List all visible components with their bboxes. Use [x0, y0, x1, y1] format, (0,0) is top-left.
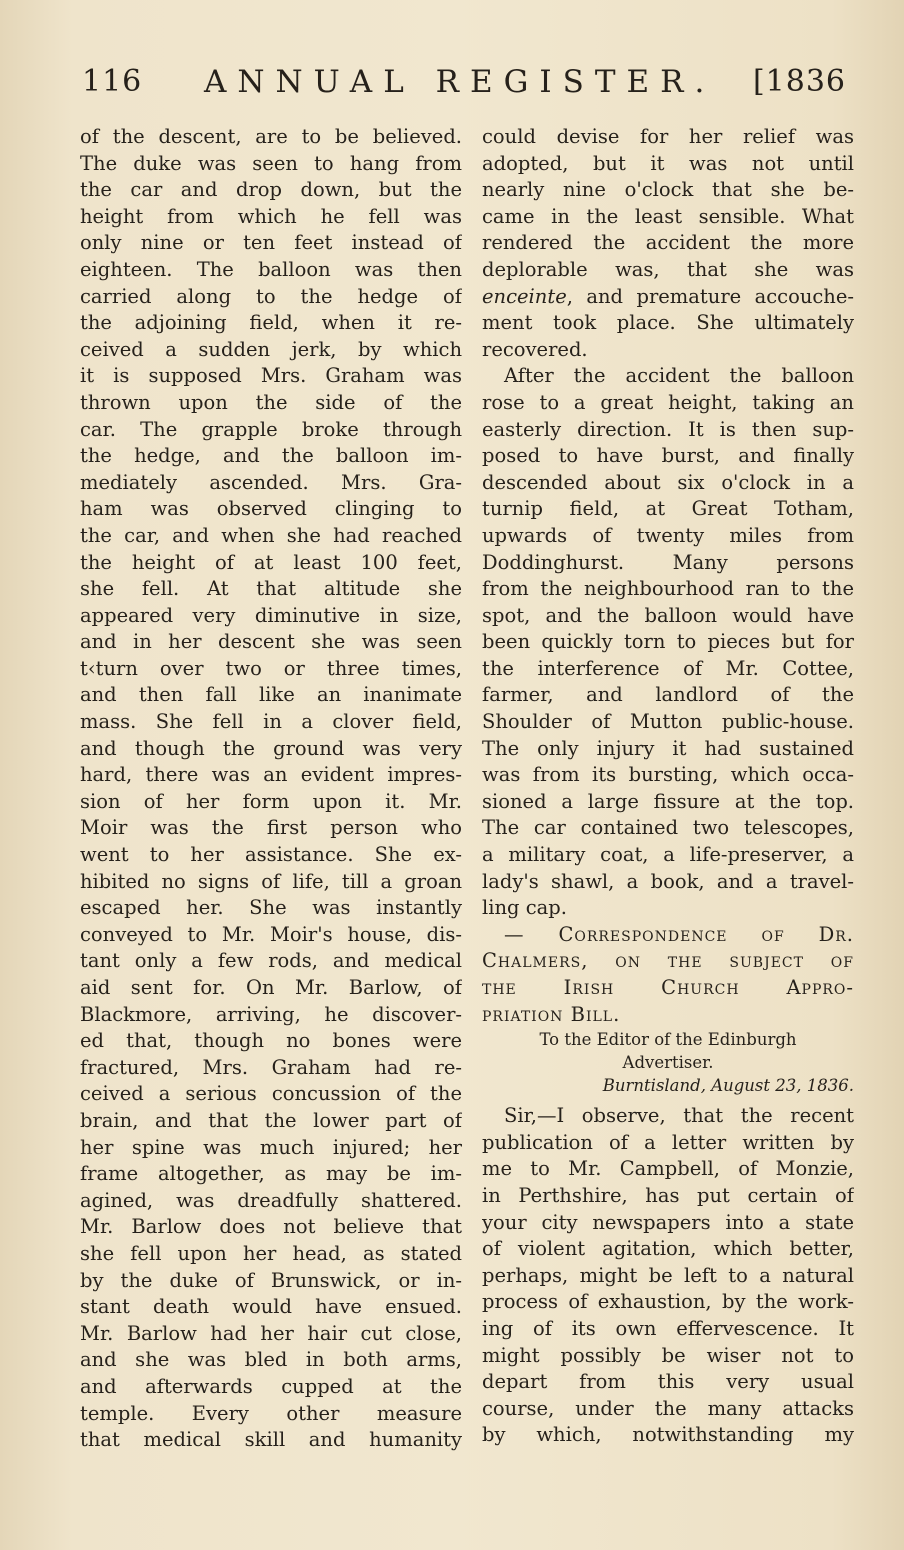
text-line: the hedge, and the balloon im- [80, 444, 462, 468]
text-line: upwards of twenty miles from [482, 523, 854, 547]
text-line: tant only a few rods, and medical [80, 949, 462, 973]
text-line: from the neighbourhood ran to the [482, 577, 854, 601]
text-line: she fell upon her head, as stated [80, 1241, 462, 1265]
text-line: Mr. Barlow had her hair cut close, [80, 1321, 462, 1345]
text-line: the interference of Mr. Cottee, [482, 656, 854, 680]
text-line: of violent agitation, which better, [482, 1237, 854, 1261]
text-line: in Perthshire, has put certain of [482, 1183, 854, 1207]
text-line: came in the least sensible. What [482, 204, 854, 228]
text-line: ceived a sudden jerk, by which [80, 337, 462, 361]
text-line: carried along to the hedge of [80, 284, 462, 308]
text-line: frame altogether, as may be im- [80, 1162, 462, 1186]
text-line: and then fall like an inanimate [80, 683, 462, 707]
text-line: the height of at least 100 feet, [80, 550, 462, 574]
text-line: by which, notwithstanding my [482, 1423, 854, 1447]
text-line: appeared very diminutive in size, [80, 603, 462, 627]
text-line: deplorable was, that she was [482, 257, 854, 281]
text-line: t‹turn over two or three times, [80, 656, 462, 680]
text-line: her spine was much injured; her [80, 1135, 462, 1159]
text-line: depart from this very usual [482, 1370, 854, 1394]
text-line: Blackmore, arriving, he discover- [80, 1002, 462, 1026]
text-line: and she was bled in both arms, [80, 1348, 462, 1372]
text-line: that medical skill and humanity [80, 1428, 462, 1452]
text-line: lady's shawl, a book, and a travel- [482, 869, 854, 893]
text-line: easterly direction. It is then sup- [482, 417, 854, 441]
text-line: recovered. [482, 337, 588, 361]
text-line: ceived a serious concussion of the [80, 1082, 462, 1106]
salutation-line: Advertiser. [622, 1053, 714, 1073]
text-line: was from its bursting, which occa- [482, 763, 854, 787]
text-line: process of exhaustion, by the work- [482, 1290, 854, 1314]
text-line: Sir,—I observe, that the recent [504, 1104, 854, 1128]
text-line: thrown upon the side of the [80, 390, 462, 414]
text-line: nearly nine o'clock that she be- [482, 178, 854, 202]
heading-line: Chalmers, on the subject of [482, 949, 854, 973]
text-line: farmer, and landlord of the [482, 683, 854, 707]
running-year: [1836 [752, 64, 846, 99]
text-line: ing of its own effervescence. It [482, 1316, 854, 1340]
text-line: agined, was dreadfully shattered. [80, 1188, 462, 1212]
text-line: she fell. At that altitude she [80, 577, 462, 601]
text-line: After the accident the balloon [504, 364, 854, 388]
text-line: the car, and when she had reached [80, 523, 462, 547]
text-line: eighteen. The balloon was then [80, 257, 462, 281]
text-line: the adjoining field, when it re- [80, 311, 462, 335]
text-line: ed that, though no bones were [80, 1029, 462, 1053]
text-line: course, under the many attacks [482, 1396, 854, 1420]
text-line: descended about six o'clock in a [482, 470, 854, 494]
text-line: might possibly be wiser not to [482, 1343, 854, 1367]
text-line: spot, and the balloon would have [482, 603, 854, 627]
text-line: Mr. Barlow does not believe that [80, 1215, 462, 1239]
text-line: turnip field, at Great Totham, [482, 497, 854, 521]
paragraph-accident [482, 124, 854, 284]
text-line: ling cap. [482, 896, 567, 920]
text-line: rendered the accident the more [482, 231, 854, 255]
text-line: sioned a large fissure at the top. [482, 789, 854, 813]
running-header [82, 64, 846, 114]
text-line: it is supposed Mrs. Graham was [80, 364, 462, 388]
text-line: mass. She fell in a clover field, [80, 710, 462, 734]
italic-word: enceinte [482, 284, 567, 308]
text-line: enceinte, and premature accouche- [482, 284, 854, 308]
text-line: conveyed to Mr. Moir's house, dis- [80, 922, 462, 946]
text-line: of the descent, are to be believed. [80, 125, 462, 148]
dateline: Burntisland, August 23, 1836. [602, 1076, 854, 1096]
text-line: ment took place. She ultimately [482, 311, 854, 335]
text-line: hibited no signs of life, till a groan [80, 869, 462, 893]
text-line: fractured, Mrs. Graham had re- [80, 1055, 462, 1079]
text-line: Moir was the first person who [80, 816, 462, 840]
section-heading [482, 922, 854, 1028]
text-line: me to Mr. Campbell, of Monzie, [482, 1157, 854, 1181]
page-number: 116 [82, 64, 143, 99]
text-line: perhaps, might be left to a natural [482, 1263, 854, 1287]
text-line: adopted, but it was not until [482, 151, 854, 175]
text-line: went to her assistance. She ex- [80, 843, 462, 867]
text-line: The only injury it had sustained [482, 736, 854, 760]
heading-line: the Irish Church Appro- [482, 976, 854, 999]
letter-body [482, 1103, 854, 1449]
text-line: a military coat, a life-preserver, a [482, 843, 854, 867]
text-line: The car contained two telescopes, [482, 816, 854, 840]
text-line: the car and drop down, but the [80, 178, 462, 202]
text-line: rose to a great height, taking an [482, 390, 854, 414]
right-column [482, 124, 854, 1449]
text-line: Doddinghurst. Many persons [482, 550, 854, 574]
text-line: been quickly torn to pieces but for [482, 630, 854, 654]
paragraph-accident-end [482, 310, 854, 363]
text-line: ham was observed clinging to [80, 497, 462, 521]
text-line: could devise for her relief was [482, 125, 854, 148]
heading-line: — Correspondence of Dr. [504, 922, 854, 946]
text-line: and afterwards cupped at the [80, 1374, 462, 1398]
paragraph-balloon [482, 363, 854, 921]
text-line: mediately ascended. Mrs. Gra- [80, 470, 462, 494]
text-line: The duke was seen to hang from [80, 151, 462, 175]
running-title: ANNUAL REGISTER. [204, 64, 716, 100]
text-line: car. The grapple broke through [80, 417, 462, 441]
text-line: and though the ground was very [80, 736, 462, 760]
salutation-line: To the Editor of the Edinburgh [539, 1030, 797, 1050]
text-line: Shoulder of Mutton public-house. [482, 710, 854, 734]
text-line: posed to have burst, and finally [482, 444, 854, 468]
text-line: brain, and that the lower part of [80, 1108, 462, 1132]
text-line: publication of a letter written by [482, 1130, 854, 1154]
text-line: only nine or ten feet instead of [80, 231, 462, 255]
text-line: escaped her. She was instantly [80, 896, 462, 920]
text-line: hard, there was an evident impres- [80, 763, 462, 787]
text-line: height from which he fell was [80, 204, 462, 228]
left-column [80, 124, 462, 1454]
text-line: stant death would have ensued. [80, 1295, 462, 1319]
text-line: sion of her form upon it. Mr. [80, 789, 462, 813]
text-line: aid sent for. On Mr. Barlow, of [80, 976, 462, 999]
text-line: temple. Every other measure [80, 1401, 462, 1425]
heading-line: priation Bill. [482, 1002, 621, 1026]
text-line: and in her descent she was seen [80, 630, 462, 654]
text-line: your city newspapers into a state [482, 1210, 854, 1234]
text-line: by the duke of Brunswick, or in- [80, 1268, 462, 1292]
